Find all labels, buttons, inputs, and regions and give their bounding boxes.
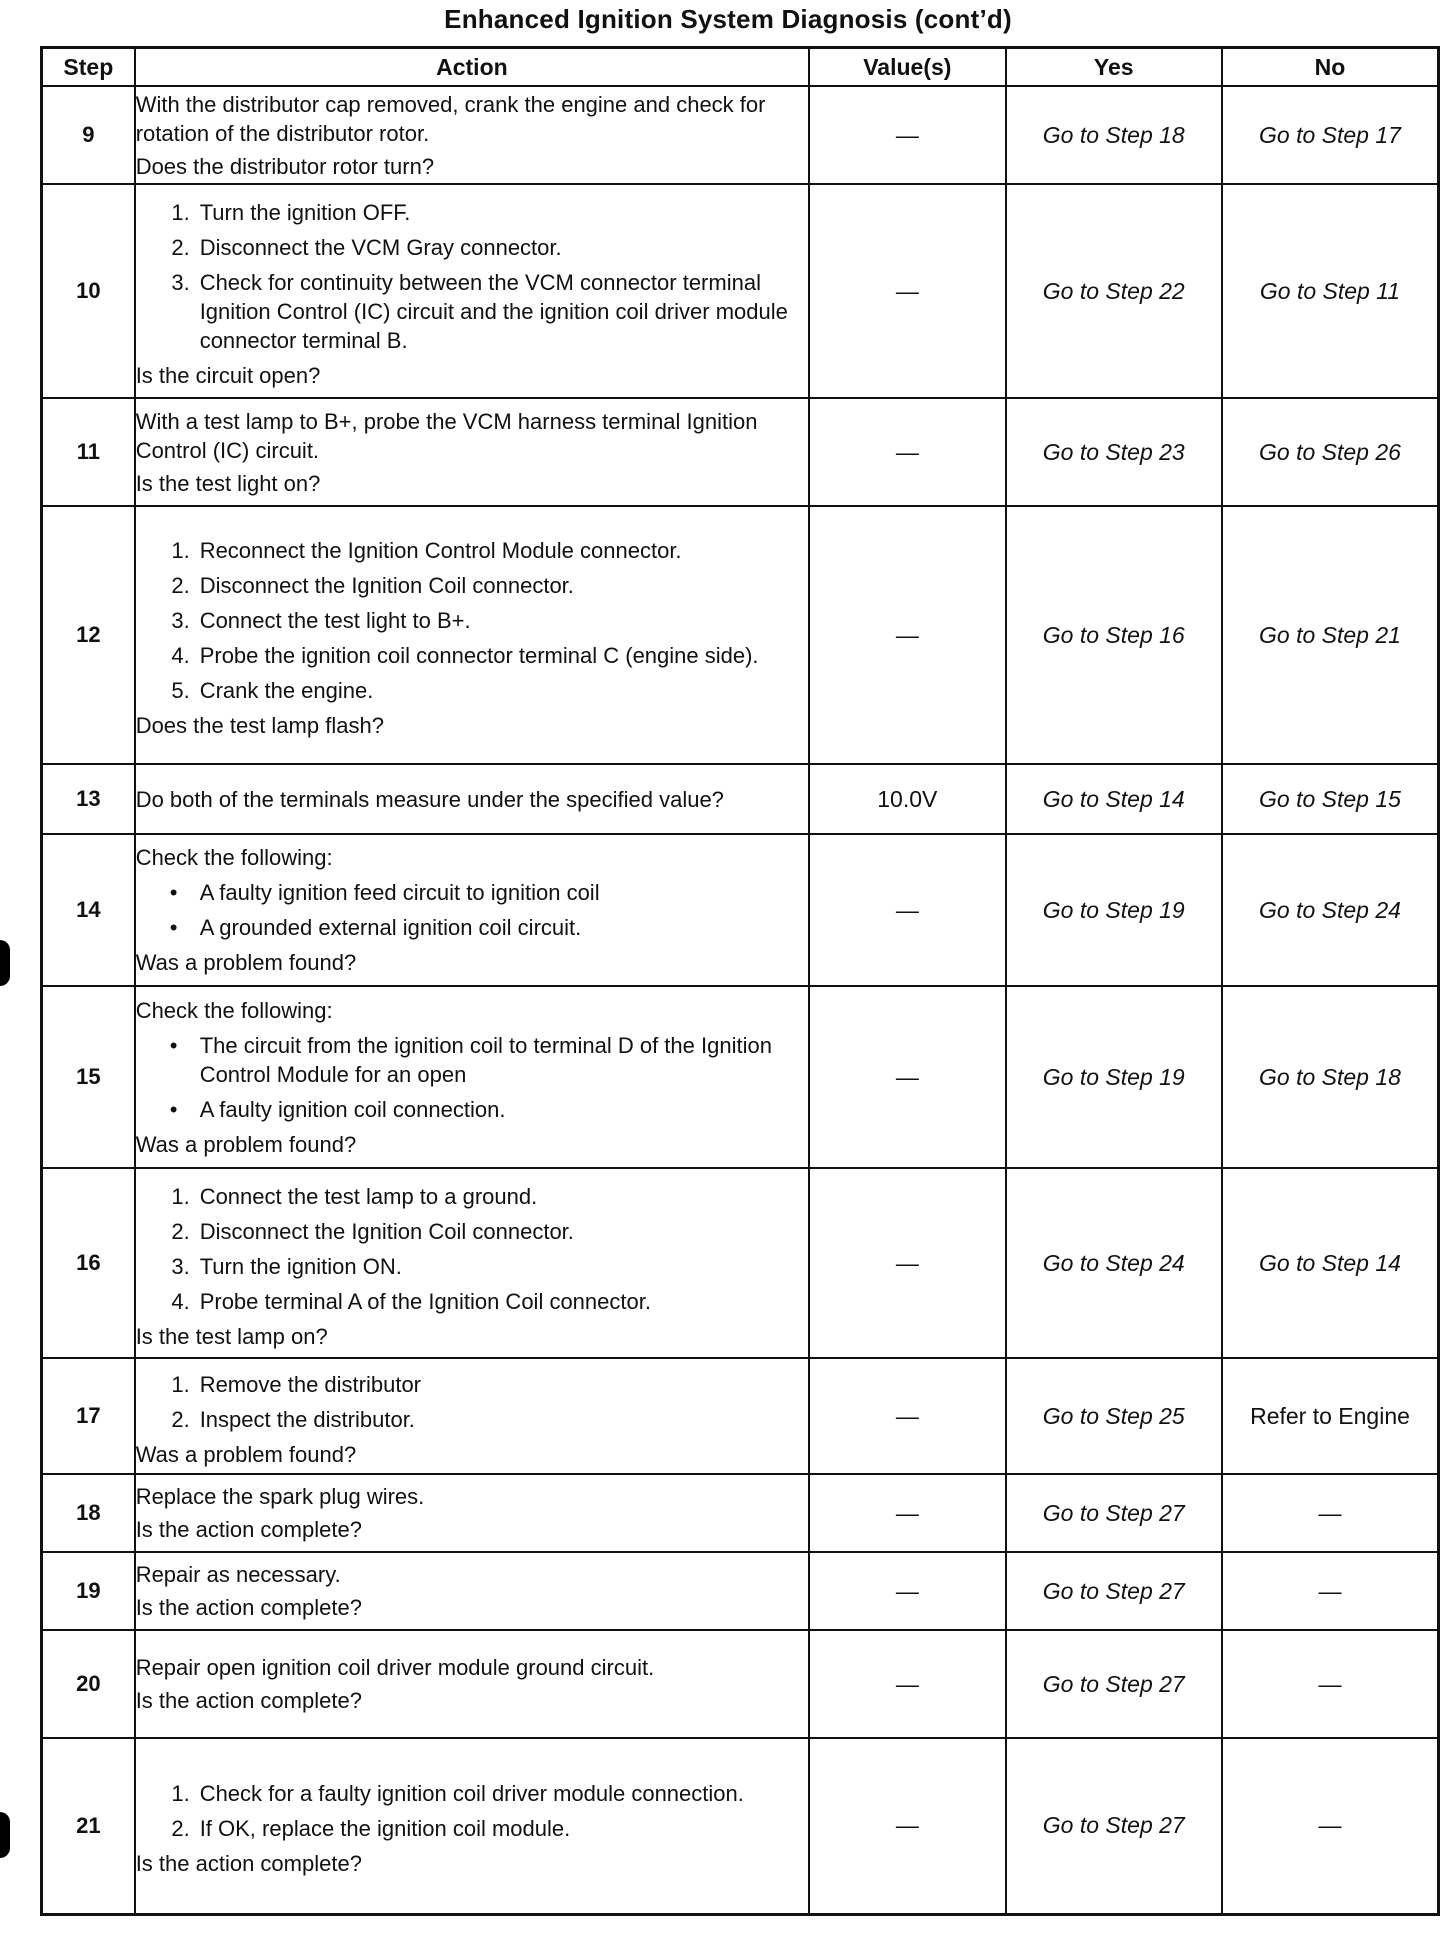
action-step: [136, 1405, 808, 1434]
action-step: [136, 1252, 808, 1281]
action-question: Does the distributor rotor turn?: [135, 153, 435, 179]
action-question: Is the action complete?: [135, 1851, 362, 1877]
no-cell: Go to Step 21: [1222, 506, 1439, 764]
action-step-number: 3.: [171, 608, 190, 633]
step-number: 17: [42, 1358, 135, 1474]
action-step: [136, 1287, 808, 1316]
table-row: [42, 764, 1439, 834]
header-action: Action: [135, 48, 809, 87]
value-cell: —: [809, 1630, 1005, 1738]
header-step: Step: [42, 48, 135, 87]
bullet-icon: •: [169, 880, 178, 905]
action-step: [136, 1182, 808, 1211]
action-bullet-text: A faulty ignition coil connection.: [199, 1096, 506, 1122]
action-question: Was a problem found?: [135, 1131, 357, 1157]
action-step-number: 1.: [171, 1183, 190, 1209]
action-step-number: 2.: [171, 1218, 190, 1244]
step-number: 21: [42, 1738, 135, 1914]
action-cell: [135, 764, 809, 834]
action-question: Was a problem found?: [135, 1441, 357, 1467]
step-number: 13: [42, 764, 135, 834]
step-number: 15: [42, 986, 135, 1168]
action-step-number: 3.: [171, 270, 190, 295]
step-number: 10: [42, 184, 135, 398]
action-step: [136, 1814, 808, 1843]
no-cell: Go to Step 26: [1222, 398, 1439, 506]
action-step-number: 2.: [171, 1406, 190, 1432]
action-bullet-text: A faulty ignition feed circuit to ignition coil: [199, 880, 600, 905]
action-step-text: Turn the ignition ON.: [199, 1253, 402, 1279]
bullet-icon: •: [169, 915, 178, 940]
table-row: [42, 834, 1439, 986]
header-no: No: [1222, 48, 1439, 87]
action-step-number: 1.: [171, 1371, 190, 1397]
value-cell: —: [809, 1168, 1005, 1358]
action-intro: With a test lamp to B+, probe the VCM harness terminal Ignition Control (IC) circuit.: [135, 408, 758, 463]
action-intro: Replace the spark plug wires.: [135, 1484, 425, 1509]
value-cell: —: [809, 1358, 1005, 1474]
no-cell: —: [1222, 1630, 1439, 1738]
action-step-text: Reconnect the Ignition Control Module connector.: [199, 538, 682, 563]
action-step: [136, 606, 808, 635]
yes-cell: Go to Step 16: [1006, 506, 1222, 764]
action-step-number: 2.: [171, 1816, 190, 1842]
header-yes: Yes: [1006, 48, 1222, 87]
table-row: [42, 398, 1439, 506]
value-cell: 10.0V: [809, 764, 1005, 834]
action-step-number: 2.: [171, 235, 190, 260]
step-number: 18: [42, 1474, 135, 1552]
no-cell: Go to Step 11: [1222, 184, 1439, 398]
action-steps: [136, 198, 808, 355]
action-steps: [136, 1182, 808, 1316]
action-steps: [136, 1370, 808, 1434]
action-step-number: 4.: [171, 643, 190, 668]
action-cell: [135, 86, 809, 184]
action-step: [136, 1217, 808, 1246]
action-step-text: Probe terminal A of the Ignition Coil connector.: [199, 1288, 651, 1314]
action-bullet-text: The circuit from the ignition coil to terminal D of the Ignition Control Module for an open: [199, 1032, 772, 1087]
action-step-number: 1.: [171, 1781, 190, 1807]
step-number: 12: [42, 506, 135, 764]
action-step-text: Probe the ignition coil connector terminal C (engine side).: [199, 643, 759, 668]
action-step-text: If OK, replace the ignition coil module.: [199, 1816, 571, 1842]
action-cell: [135, 1358, 809, 1474]
action-bullet: [136, 1095, 808, 1124]
step-number: 11: [42, 398, 135, 506]
yes-cell: Go to Step 27: [1006, 1552, 1222, 1630]
yes-cell: Go to Step 25: [1006, 1358, 1222, 1474]
action-step-text: Disconnect the Ignition Coil connector.: [199, 573, 574, 598]
action-intro: Do both of the terminals measure under the specified value?: [135, 786, 724, 812]
yes-cell: Go to Step 14: [1006, 764, 1222, 834]
table-row: [42, 1168, 1439, 1358]
action-step-number: 4.: [171, 1288, 190, 1314]
action-step-text: Connect the test lamp to a ground.: [199, 1183, 538, 1209]
action-step-number: 1.: [171, 538, 190, 563]
action-intro: Repair open ignition coil driver module ground circuit.: [135, 1655, 655, 1680]
yes-cell: Go to Step 27: [1006, 1474, 1222, 1552]
value-cell: —: [809, 1552, 1005, 1630]
action-cell: [135, 184, 809, 398]
table-row: [42, 986, 1439, 1168]
action-question: Was a problem found?: [135, 950, 357, 975]
action-step-text: Check for a faulty ignition coil driver module connection.: [199, 1781, 744, 1807]
margin-mark: [0, 940, 10, 986]
action-cell: [135, 1738, 809, 1914]
action-step: [136, 233, 808, 262]
table-row: [42, 1738, 1439, 1914]
action-step-text: Inspect the distributor.: [199, 1406, 415, 1432]
value-cell: —: [809, 506, 1005, 764]
action-question: Is the action complete?: [135, 1688, 362, 1713]
step-number: 19: [42, 1552, 135, 1630]
action-cell: [135, 506, 809, 764]
table-row: [42, 184, 1439, 398]
action-question: Does the test lamp flash?: [135, 713, 384, 738]
action-cell: [135, 1168, 809, 1358]
action-question: Is the action complete?: [135, 1517, 362, 1542]
action-step-text: Disconnect the Ignition Coil connector.: [199, 1218, 574, 1244]
step-number: 20: [42, 1630, 135, 1738]
action-step-number: 3.: [171, 1253, 190, 1279]
action-question: Is the test lamp on?: [135, 1323, 328, 1349]
yes-cell: Go to Step 27: [1006, 1738, 1222, 1914]
no-cell: Refer to Engine: [1222, 1358, 1439, 1474]
action-question: Is the circuit open?: [135, 363, 321, 388]
no-cell: —: [1222, 1552, 1439, 1630]
table-row: [42, 506, 1439, 764]
value-cell: —: [809, 184, 1005, 398]
table-row: [42, 1358, 1439, 1474]
action-step-number: 1.: [171, 200, 190, 225]
action-steps: [136, 536, 808, 705]
action-steps: [136, 1779, 808, 1843]
action-step-text: Check for continuity between the VCM connector terminal Ignition Control (IC) circuit and the ignition coil driver module connector terminal B.: [199, 270, 788, 353]
step-number: 9: [42, 86, 135, 184]
action-step: [136, 1370, 808, 1399]
table-row: [42, 1474, 1439, 1552]
action-bullet-text: A grounded external ignition coil circuit.: [199, 915, 582, 940]
action-step: [136, 198, 808, 227]
action-step: [136, 536, 808, 565]
header-value: Value(s): [809, 48, 1005, 87]
no-cell: Go to Step 17: [1222, 86, 1439, 184]
action-bullet: [136, 878, 808, 907]
no-cell: —: [1222, 1474, 1439, 1552]
yes-cell: Go to Step 19: [1006, 834, 1222, 986]
value-cell: —: [809, 834, 1005, 986]
action-cell: [135, 834, 809, 986]
value-cell: —: [809, 398, 1005, 506]
value-cell: —: [809, 1474, 1005, 1552]
step-number: 16: [42, 1168, 135, 1358]
header-row: [42, 48, 1439, 87]
action-bullets: [136, 878, 808, 942]
page-title: Enhanced Ignition System Diagnosis (cont’d): [444, 4, 1012, 34]
action-cell: [135, 1474, 809, 1552]
action-cell: [135, 986, 809, 1168]
yes-cell: Go to Step 18: [1006, 86, 1222, 184]
action-step-number: 2.: [171, 573, 190, 598]
action-cell: [135, 1552, 809, 1630]
no-cell: Go to Step 15: [1222, 764, 1439, 834]
action-bullet: [136, 913, 808, 942]
no-cell: —: [1222, 1738, 1439, 1914]
no-cell: Go to Step 18: [1222, 986, 1439, 1168]
action-step-text: Crank the engine.: [199, 678, 374, 703]
action-step-text: Connect the test light to B+.: [199, 608, 471, 633]
action-bullet: [136, 1031, 808, 1089]
action-step-text: Remove the distributor: [199, 1371, 422, 1397]
no-cell: Go to Step 14: [1222, 1168, 1439, 1358]
action-step: [136, 1779, 808, 1808]
action-intro: Check the following:: [135, 997, 333, 1023]
bullet-icon: •: [169, 1032, 178, 1058]
table-row: [42, 86, 1439, 184]
no-cell: Go to Step 24: [1222, 834, 1439, 986]
action-intro: Check the following:: [135, 845, 333, 870]
action-intro: With the distributor cap removed, crank the engine and check for rotation of the distributor rotor.: [135, 91, 766, 146]
action-cell: [135, 1630, 809, 1738]
action-step-number: 5.: [171, 678, 190, 703]
action-step-text: Turn the ignition OFF.: [199, 200, 411, 225]
value-cell: —: [809, 986, 1005, 1168]
action-step: [136, 676, 808, 705]
action-step: [136, 641, 808, 670]
margin-mark: [0, 1812, 10, 1858]
yes-cell: Go to Step 24: [1006, 1168, 1222, 1358]
table-row: [42, 1552, 1439, 1630]
action-cell: [135, 398, 809, 506]
table-row: [42, 1630, 1439, 1738]
action-step-text: Disconnect the VCM Gray connector.: [199, 235, 562, 260]
bullet-icon: •: [169, 1096, 178, 1122]
value-cell: —: [809, 1738, 1005, 1914]
action-step: [136, 268, 808, 355]
action-intro: Repair as necessary.: [135, 1562, 341, 1587]
action-question: Is the action complete?: [135, 1595, 362, 1620]
action-step: [136, 571, 808, 600]
yes-cell: Go to Step 19: [1006, 986, 1222, 1168]
yes-cell: Go to Step 27: [1006, 1630, 1222, 1738]
action-bullets: [136, 1031, 808, 1124]
action-question: Is the test light on?: [135, 470, 321, 496]
value-cell: —: [809, 86, 1005, 184]
diagnosis-table: [40, 46, 1440, 1916]
yes-cell: Go to Step 22: [1006, 184, 1222, 398]
step-number: 14: [42, 834, 135, 986]
yes-cell: Go to Step 23: [1006, 398, 1222, 506]
